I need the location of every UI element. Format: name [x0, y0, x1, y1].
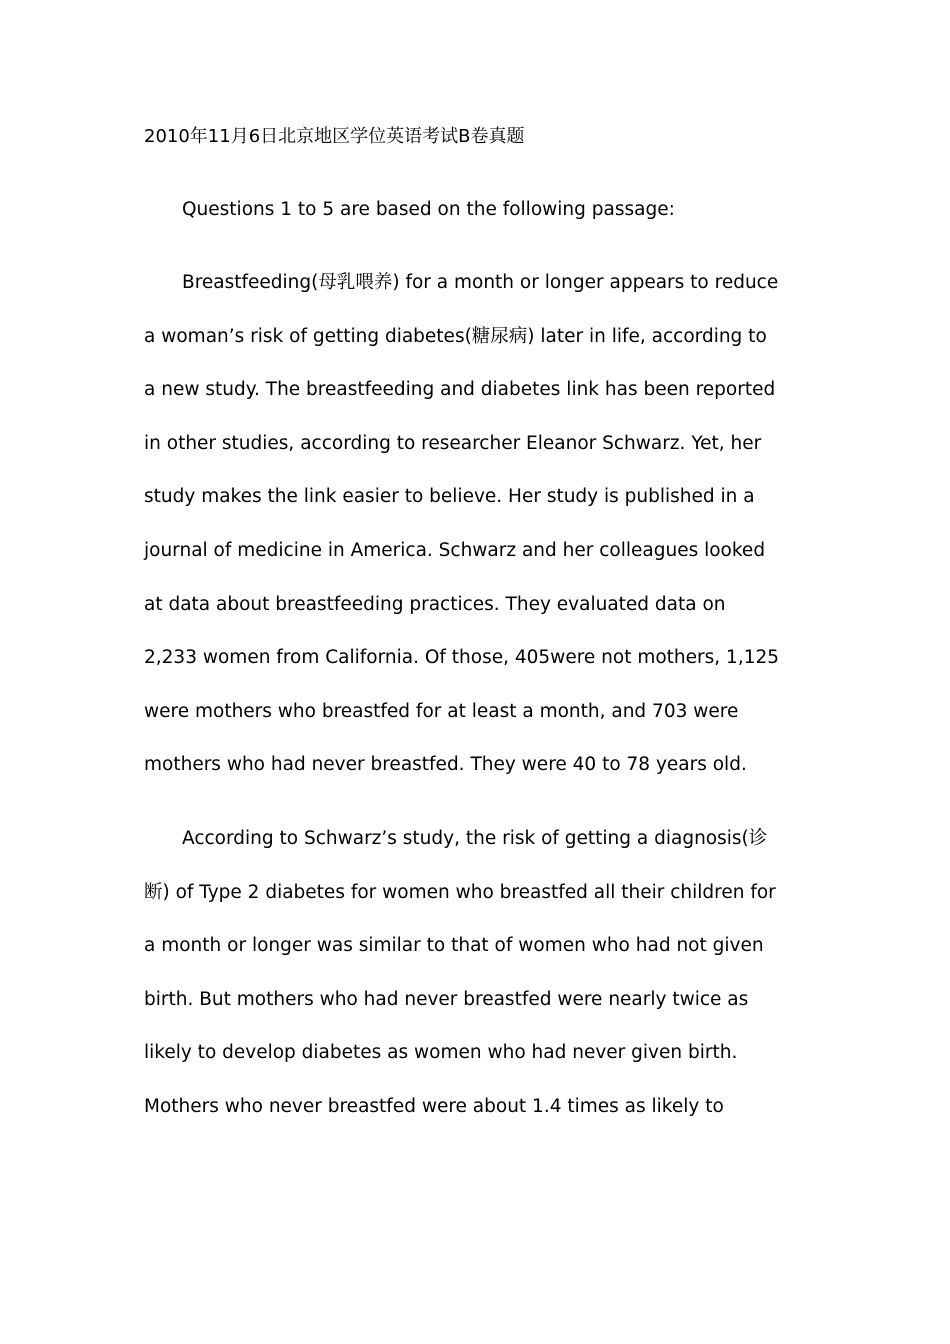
paragraph-1-line: Breastfeeding(母乳喂养) for a month or longer appears to reduce [182, 272, 779, 293]
paragraph-1-line: study makes the link easier to believe. Her study is published in a [144, 486, 755, 508]
question-intro-line: Questions 1 to 5 are based on the following passage: [182, 199, 675, 220]
paragraph-1-line: at data about breastfeeding practices. They evaluated data on [144, 593, 726, 615]
paragraph-1-line: 2,233 women from California. Of those, 405were not mothers, 1,125 [144, 647, 780, 669]
paragraph-2 [144, 812, 824, 1134]
paragraph-2-line: According to Schwarz’s study, the risk of getting a diagnosis(诊 [182, 828, 768, 849]
paragraph-2-line: likely to develop diabetes as women who had never given birth. [144, 1042, 738, 1064]
paragraph-1-line: a new study. The breastfeeding and diabetes link has been reported [144, 379, 776, 401]
paragraph-1-line: a woman’s risk of getting diabetes(糖尿病) later in life, according to [144, 325, 767, 347]
paragraph-1 [144, 256, 824, 792]
document-title: 2010年11月6日北京地区学位英语考试B卷真题 [144, 126, 525, 147]
paragraph-2-line: 断) of Type 2 diabetes for women who breastfed all their children for [144, 881, 776, 903]
paragraph-1-line: were mothers who breastfed for at least a month, and 703 were [144, 700, 739, 722]
paragraph-2-line: a month or longer was similar to that of women who had not given [144, 935, 764, 957]
paragraph-1-line: mothers who had never breastfed. They were 40 to 78 years old. [144, 754, 747, 776]
paragraph-2-line: Mothers who never breastfed were about 1.4 times as likely to [144, 1095, 724, 1117]
paragraph-2-line: birth. But mothers who had never breastfed were nearly twice as [144, 988, 749, 1010]
paragraph-1-line: in other studies, according to researcher Eleanor Schwarz. Yet, her [144, 432, 762, 454]
paragraph-1-line: journal of medicine in America. Schwarz and her colleagues looked [144, 539, 766, 561]
question-intro [144, 183, 824, 237]
